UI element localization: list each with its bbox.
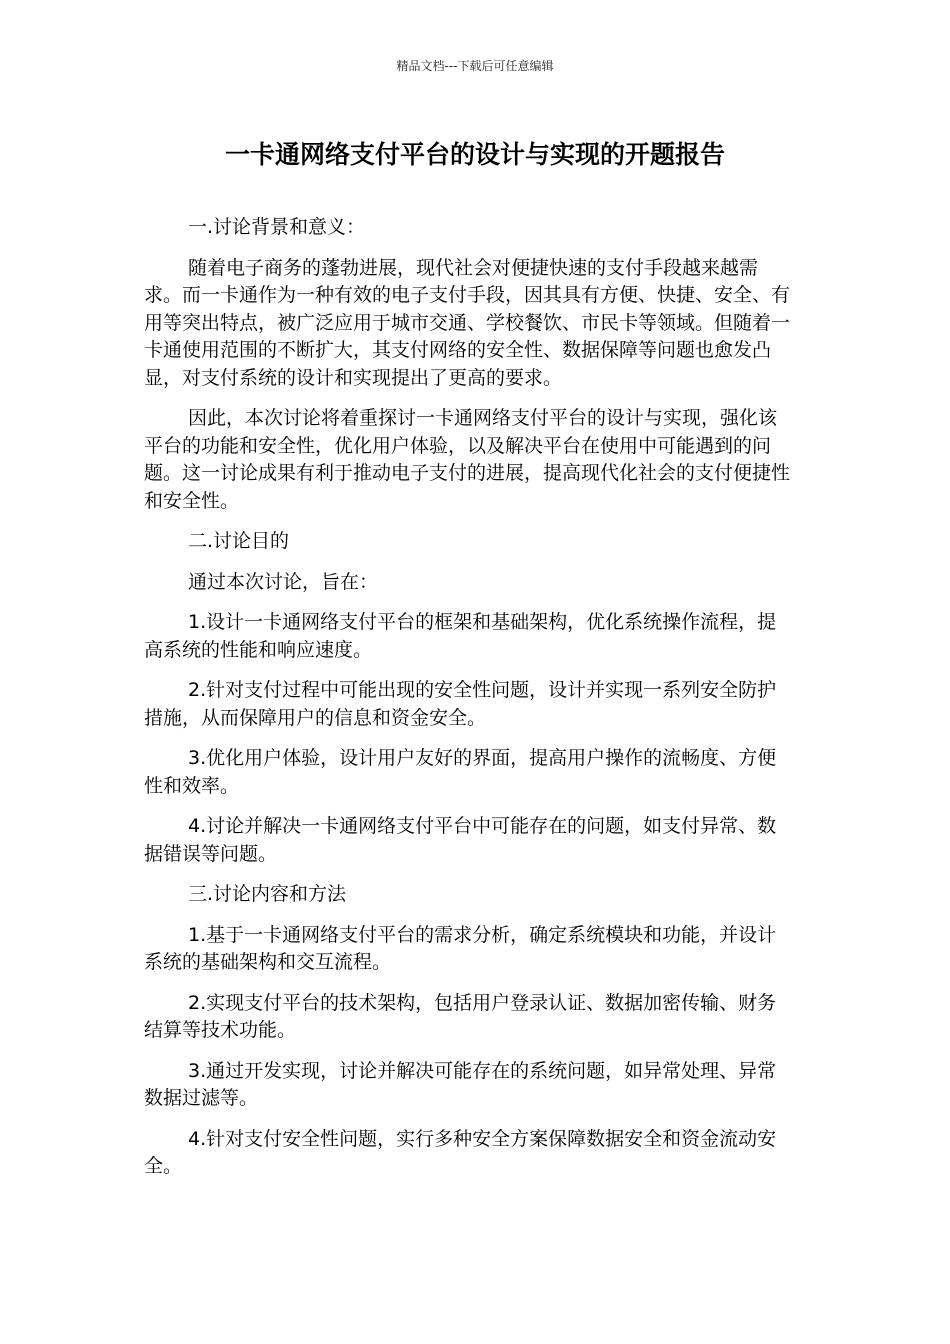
document-body	[144, 214, 794, 1194]
list-item-method-4: 4.针对支付安全性问题，实行多种安全方案保障数据安全和资金流动安全。	[144, 1127, 777, 1177]
list-item-method-1: 1.基于一卡通网络支付平台的需求分析，确定系统模块和功能，并设计系统的基础架构和交互流程。	[144, 923, 777, 973]
paragraph-purpose-intro: 通过本次讨论，旨在：	[188, 570, 379, 593]
section-heading-background: 一.讨论背景和意义：	[188, 216, 366, 238]
document-title: 一卡通网络支付平台的设计与实现的开题报告	[224, 140, 725, 169]
list-item-method-2: 2.实现支付平台的技术架构，包括用户登录认证、数据加密传输、财务结算等技术功能。	[144, 991, 777, 1041]
list-item-purpose-4: 4.讨论并解决一卡通网络支付平台中可能存在的问题，如支付异常、数据错误等问题。	[144, 815, 777, 865]
paragraph-significance: 因此，本次讨论将着重探讨一卡通网络支付平台的设计与实现，强化该平台的功能和安全性，优化用户体验，以及解决平台在使用中可能遇到的问题。这一讨论成果有利于推动电子支付的进展，提高现代化社会的支付便捷性和安全性。	[144, 407, 791, 512]
section-heading-content-methods: 三.讨论内容和方法	[188, 883, 347, 905]
page-header: 精品文档---下载后可任意编辑	[396, 59, 554, 73]
list-item-purpose-1: 1.设计一卡通网络支付平台的框架和基础架构，优化系统操作流程，提高系统的性能和响应速度。	[144, 611, 777, 661]
section-heading-purpose: 二.讨论目的	[188, 530, 290, 552]
list-item-method-3: 3.通过开发实现，讨论并解决可能存在的系统问题，如异常处理、异常数据过滤等。	[144, 1059, 777, 1109]
list-item-purpose-3: 3.优化用户体验，设计用户友好的界面，提高用户操作的流畅度、方便性和效率。	[144, 747, 777, 797]
paragraph-background: 随着电子商务的蓬勃进展，现代社会对便捷快速的支付手段越来越需求。而一卡通作为一种有效的电子支付手段，因其具有方便、快捷、安全、有用等突出特点，被广泛应用于城市交通、学校餐饮、市民卡等领域。但随着一卡通使用范围的不断扩大，其支付网络的安全性、数据保障等问题也愈发凸显，对支付系统的设计和实现提出了更高的要求。	[144, 256, 791, 389]
list-item-purpose-2: 2.针对支付过程中可能出现的安全性问题，设计并实现一系列安全防护措施，从而保障用户的信息和资金安全。	[144, 679, 777, 729]
